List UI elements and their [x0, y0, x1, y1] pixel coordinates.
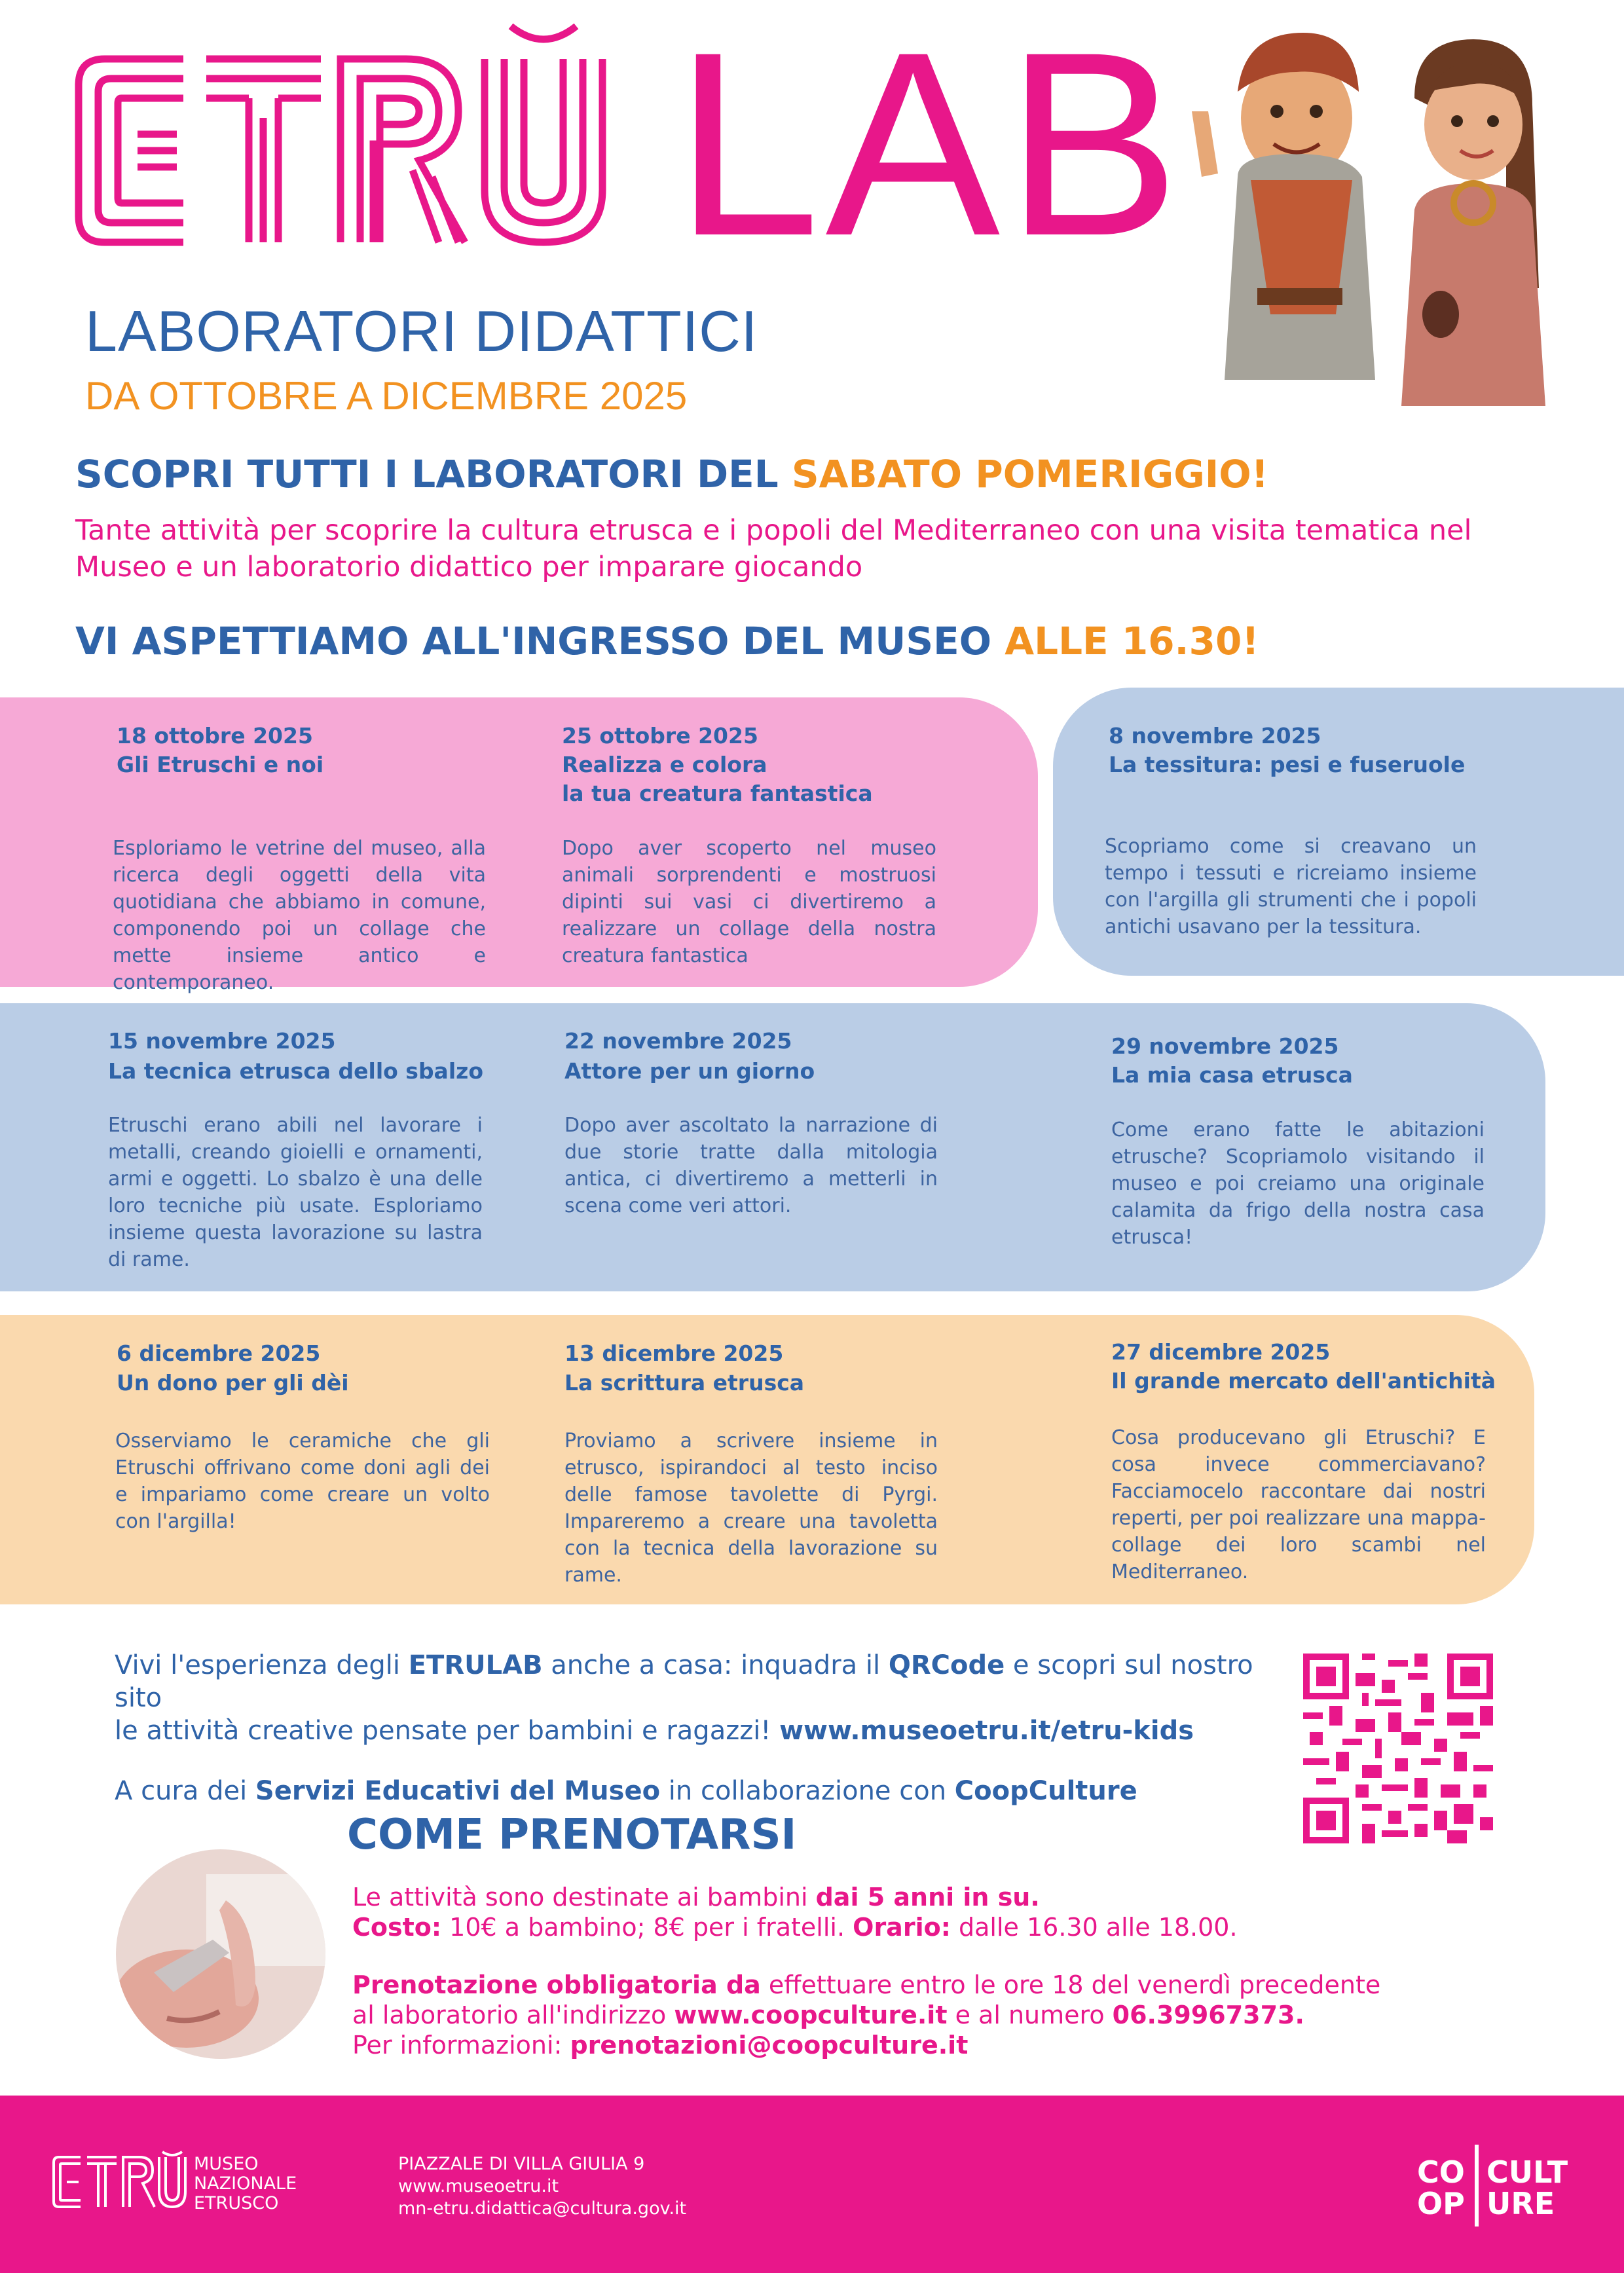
etruscan-characters-illustration: [1139, 13, 1611, 432]
home-line-1-c: anche a casa: inquadra il: [542, 1650, 889, 1680]
cost-value: 10€ a bambino; 8€ per i fratelli.: [441, 1913, 853, 1942]
lab-4-date: 15 novembre 2025: [108, 1028, 336, 1054]
logo-lab-text: LAB: [674, 0, 1186, 290]
etru-kids-link[interactable]: www.museoetru.it/etru-kids: [779, 1716, 1194, 1746]
home-qrcode-word: QRCode: [888, 1650, 1005, 1680]
home-etrulab: ETRULAB: [408, 1650, 543, 1680]
home-line-3-a: A cura dei: [115, 1776, 255, 1806]
lab-7-title: Un dono per gli dèi: [117, 1370, 349, 1395]
lab-5-description: Dopo aver ascoltato la narrazione di due storie tratte dalla mitologia antica, ci divertiremo a metterli in scena come veri attori.: [564, 1114, 938, 1217]
lab-9-description: Cosa producevano gli Etruschi? E cosa invece commerciavano? Facciamocelo raccontare dai nostri reperti, per poi realizzare una mappa-collage dei loro scambi nel Mediterraneo.: [1111, 1426, 1486, 1583]
lab-2-description: Dopo aver scoperto nel museo animali sorprendenti e mostruosi dipinti sui vasi ci divertiremo a realizzare un collage della nostra creatura fantastica: [562, 837, 936, 967]
lab-2-title: Realizza e colora: [562, 752, 767, 777]
footer-address: PIAZZALE DI VILLA GIULIA 9: [398, 2154, 645, 2174]
booking-title: COME PRENOTARSI: [347, 1811, 797, 1859]
lab-4-description: Etruschi erano abili nel lavorare i metalli, creando gioielli e ornamenti, armi e oggetti. Lo sbalzo è una delle loro tecniche più usate. Esploriamo insieme questa lavorazione su lastra di rame.: [108, 1114, 483, 1271]
lab-5-date: 22 novembre 2025: [564, 1028, 792, 1054]
intro-text: Tante attività per scoprire la cultura etrusca e i popoli del Mediterraneo con una visita tematica nel Museo e un laboratorio didattico per imparare giocando: [75, 514, 1472, 583]
home-line-1-e: e scopri sul nostro sito: [115, 1650, 1253, 1713]
phone-number[interactable]: 06.39967373.: [1112, 2001, 1304, 2029]
heading-meeting: [75, 619, 1259, 663]
lab-4-title: La tecnica etrusca dello sbalzo: [108, 1058, 484, 1084]
etru-footer-logo: [51, 2149, 190, 2215]
booking-deadline: effettuare entro le ore 18 del venerdì precedente: [760, 1970, 1381, 1999]
home-line-2-a: le attività creative pensate per bambini e ragazzi!: [115, 1716, 780, 1746]
footer-email[interactable]: mn-etru.didattica@cultura.gov.it: [398, 2198, 687, 2219]
lab-5-title: Attore per un giorno: [564, 1058, 815, 1084]
booking-line-4: [352, 2000, 1466, 2030]
lab-6-title: La mia casa etrusca: [1111, 1062, 1353, 1088]
booking-required-label: Prenotazione obbligatoria da: [352, 1970, 761, 1999]
lab-1-date: 18 ottobre 2025: [117, 723, 313, 748]
hours-value: dalle 16.30 alle 18.00.: [950, 1913, 1238, 1942]
lab-6-date: 29 novembre 2025: [1111, 1033, 1339, 1059]
lab-7-description: Osserviamo le ceramiche che gli Etruschi offrivano come doni agli dei e impariamo come creare un volto con l'argilla!: [115, 1430, 490, 1533]
coop-logo-top: CO: [1417, 2154, 1465, 2190]
lab-9-title: Il grande mercato dell'antichità: [1111, 1368, 1496, 1394]
lab-6-description: Come erano fatte le abitazioni etrusche? Scopriamolo visitando il museo e poi creiamo una originale calamita da frigo della nostra casa etrusca!: [1111, 1118, 1485, 1249]
booking-line-1: [352, 1882, 1466, 1912]
booking-line-4-c: e al numero: [947, 2001, 1113, 2029]
footer-contacts: [398, 2153, 686, 2220]
age-requirement: dai 5 anni in su.: [815, 1883, 1040, 1912]
home-line-3-c: in collaborazione con: [660, 1776, 955, 1806]
museum-line-3: ETRUSCO: [194, 2193, 279, 2213]
workshop-photo: [115, 1848, 327, 2061]
museum-line-2: NAZIONALE: [194, 2173, 297, 2194]
lab-3-title: La tessitura: pesi e fuseruole: [1109, 752, 1466, 777]
lab-7-date: 6 dicembre 2025: [117, 1340, 321, 1366]
coop-logo-divider: [1475, 2145, 1479, 2227]
heading-discover-text: SCOPRI TUTTI I LABORATORI DEL: [75, 452, 792, 496]
lab-2-title-line2: la tua creatura fantastica: [562, 781, 873, 806]
booking-line-2: [352, 1912, 1466, 1942]
museum-line-1: MUSEO: [194, 2154, 259, 2174]
info-label: Per informazioni:: [352, 2031, 570, 2060]
home-line-3: [115, 1775, 1293, 1807]
culture-logo-bottom: URE: [1486, 2186, 1555, 2221]
heading-discover-highlight: SABATO POMERIGGIO!: [791, 452, 1269, 496]
home-line-1-a: Vivi l'esperienza degli: [115, 1650, 409, 1680]
lab-9-date: 27 dicembre 2025: [1111, 1339, 1331, 1365]
booking-line-5: [352, 2030, 1466, 2060]
footer-museum-name: [194, 2154, 297, 2213]
home-line-1: [115, 1649, 1293, 1714]
period-text: DA OTTOBRE A DICEMBRE 2025: [85, 374, 688, 418]
lab-8-description: Proviamo a scrivere insieme in etrusco, ispirandoci al testo inciso delle famose tavolette di Pyrgi. Impareremo a creare una tavoletta con la tecnica della lavorazione su rame.: [564, 1430, 938, 1587]
lab-1-description: Esploriamo le vetrine del museo, alla ricerca degli oggetti della vita quotidiana che abbiamo in comune, componendo poi un collage che mette insieme antico e contemporaneo.: [113, 837, 486, 994]
footer-website[interactable]: www.museoetru.it: [398, 2176, 559, 2196]
page-subtitle: LABORATORI DIDATTICI: [85, 299, 758, 363]
hours-label: Orario:: [853, 1913, 951, 1942]
coop-logo-bottom: OP: [1417, 2186, 1465, 2221]
culture-logo-top: CULT: [1486, 2154, 1568, 2190]
cost-label: Costo:: [352, 1913, 442, 1942]
etru-logo: [65, 20, 655, 275]
coopculture-link[interactable]: www.coopculture.it: [674, 2001, 948, 2029]
booking-line-1-a: Le attività sono destinate ai bambini: [352, 1883, 816, 1912]
booking-email-link[interactable]: prenotazioni@coopculture.it: [570, 2031, 969, 2060]
coopculture-logo: [1414, 2141, 1572, 2227]
lab-8-date: 13 dicembre 2025: [564, 1340, 784, 1366]
lab-8-title: La scrittura etrusca: [564, 1370, 805, 1395]
educational-services: Servizi Educativi del Museo: [255, 1776, 661, 1806]
booking-line-4-a: al laboratorio all'indirizzo: [352, 2001, 674, 2029]
qr-code[interactable]: [1303, 1654, 1493, 1843]
home-line-2: [115, 1714, 1293, 1747]
lab-3-description: Scopriamo come si creavano un tempo i tessuti e ricreiamo insieme con l'argilla gli strumenti che i popoli antichi usavano per la tessitura.: [1105, 835, 1477, 938]
home-experience-text: [115, 1649, 1293, 1807]
lab-2-date: 25 ottobre 2025: [562, 723, 758, 748]
heading-meeting-text: VI ASPETTIAMO ALL'INGRESSO DEL MUSEO: [75, 619, 1005, 663]
lab-3-date: 8 novembre 2025: [1109, 723, 1321, 748]
coopculture-name: CoopCulture: [954, 1776, 1137, 1806]
heading-discover: [75, 452, 1268, 496]
booking-line-3: [352, 1970, 1466, 2000]
heading-meeting-highlight: ALLE 16.30!: [1005, 619, 1259, 663]
lab-1-title: Gli Etruschi e noi: [117, 752, 324, 777]
